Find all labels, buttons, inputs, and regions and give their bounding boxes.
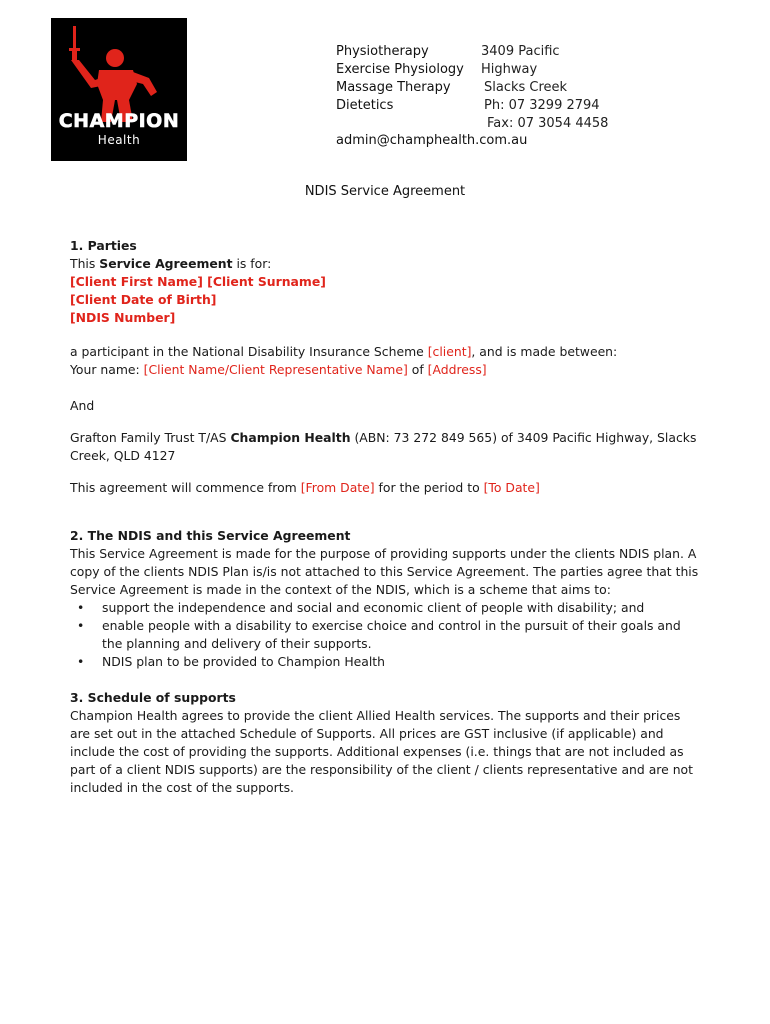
address-line: Slacks Creek bbox=[484, 80, 568, 95]
service-item: Massage Therapy bbox=[336, 80, 451, 95]
list-item: • enable people with a disability to exercise choice and control in the pursuit of their goals and the planning and delivery of their supports. bbox=[102, 617, 700, 653]
section-3-paragraph: Champion Health agrees to provide the client Allied Health services. The supports and their prices are set out in the attached Schedule of Supports. All prices are GST inclusive (if applicable) and include the cost of providing the supports. Additional expenses (i.e. things that are not included as part of a client NDIS supports) are the responsibility of the client / clients representative and are not included in the cost of the supports. bbox=[70, 708, 693, 795]
service-item: Physiotherapy bbox=[336, 44, 429, 59]
address-line: Highway bbox=[481, 62, 538, 77]
section-3-heading: 3. Schedule of supports bbox=[70, 690, 236, 705]
email-link[interactable]: admin@champhealth.com.au bbox=[336, 133, 528, 148]
service-item: Exercise Physiology bbox=[336, 62, 464, 77]
section-2-paragraph: This Service Agreement is made for the purpose of providing supports under the clients NDIS plan. A copy of the clients NDIS Plan is/is not attached to this Service Agreement. The parties agree that this Service Agreement is made in the context of the NDIS, which is a scheme that aims to: bbox=[70, 546, 699, 597]
list-item: • support the independence and social and economic client of people with disability; and bbox=[102, 599, 700, 617]
and-text: And bbox=[70, 398, 95, 413]
aims-list bbox=[70, 599, 700, 671]
client-placeholder[interactable]: [client] bbox=[427, 344, 472, 359]
address-placeholder[interactable]: [Address] bbox=[427, 362, 487, 377]
participant-line: a participant in the National Disability Insurance Scheme [client], and is made between: bbox=[70, 344, 618, 359]
from-date-placeholder[interactable]: [From Date] bbox=[300, 480, 375, 495]
client-name-placeholder[interactable]: [Client First Name] [Client Surname] bbox=[70, 274, 326, 289]
section-1-intro: This Service Agreement is for: bbox=[70, 256, 272, 271]
logo-wordmark: CHAMPION bbox=[58, 110, 180, 132]
your-name-line: Your name: [Client Name/Client Representative Name] of [Address] bbox=[70, 362, 487, 377]
section-1-heading: 1. Parties bbox=[70, 238, 137, 253]
service-item: Dietetics bbox=[336, 98, 394, 113]
services-list bbox=[336, 43, 464, 115]
ndis-number-placeholder[interactable]: [NDIS Number] bbox=[70, 310, 176, 325]
commencement-line: This agreement will commence from [From Date] for the period to [To Date] bbox=[70, 480, 540, 495]
list-item: • NDIS plan to be provided to Champion Health bbox=[102, 653, 700, 671]
document-title: NDIS Service Agreement bbox=[304, 184, 466, 199]
provider-line: Grafton Family Trust T/AS Champion Health (ABN: 73 272 849 565) of 3409 Pacific Highway, Slacks Creek, QLD 4127 bbox=[70, 430, 697, 463]
client-dob-placeholder[interactable]: [Client Date of Birth] bbox=[70, 292, 217, 307]
representative-name-placeholder[interactable]: [Client Name/Client Representative Name] bbox=[143, 362, 408, 377]
to-date-placeholder[interactable]: [To Date] bbox=[483, 480, 540, 495]
fax-line: Fax: 07 3054 4458 bbox=[487, 116, 609, 131]
address-block bbox=[481, 43, 608, 133]
phone-line: Ph: 07 3299 2794 bbox=[484, 98, 600, 113]
champion-health-logo bbox=[51, 18, 187, 161]
agreement-body bbox=[70, 237, 700, 797]
section-2-heading: 2. The NDIS and this Service Agreement bbox=[70, 528, 351, 543]
address-line: 3409 Pacific bbox=[481, 44, 560, 59]
logo-subtitle: Health bbox=[97, 133, 141, 147]
